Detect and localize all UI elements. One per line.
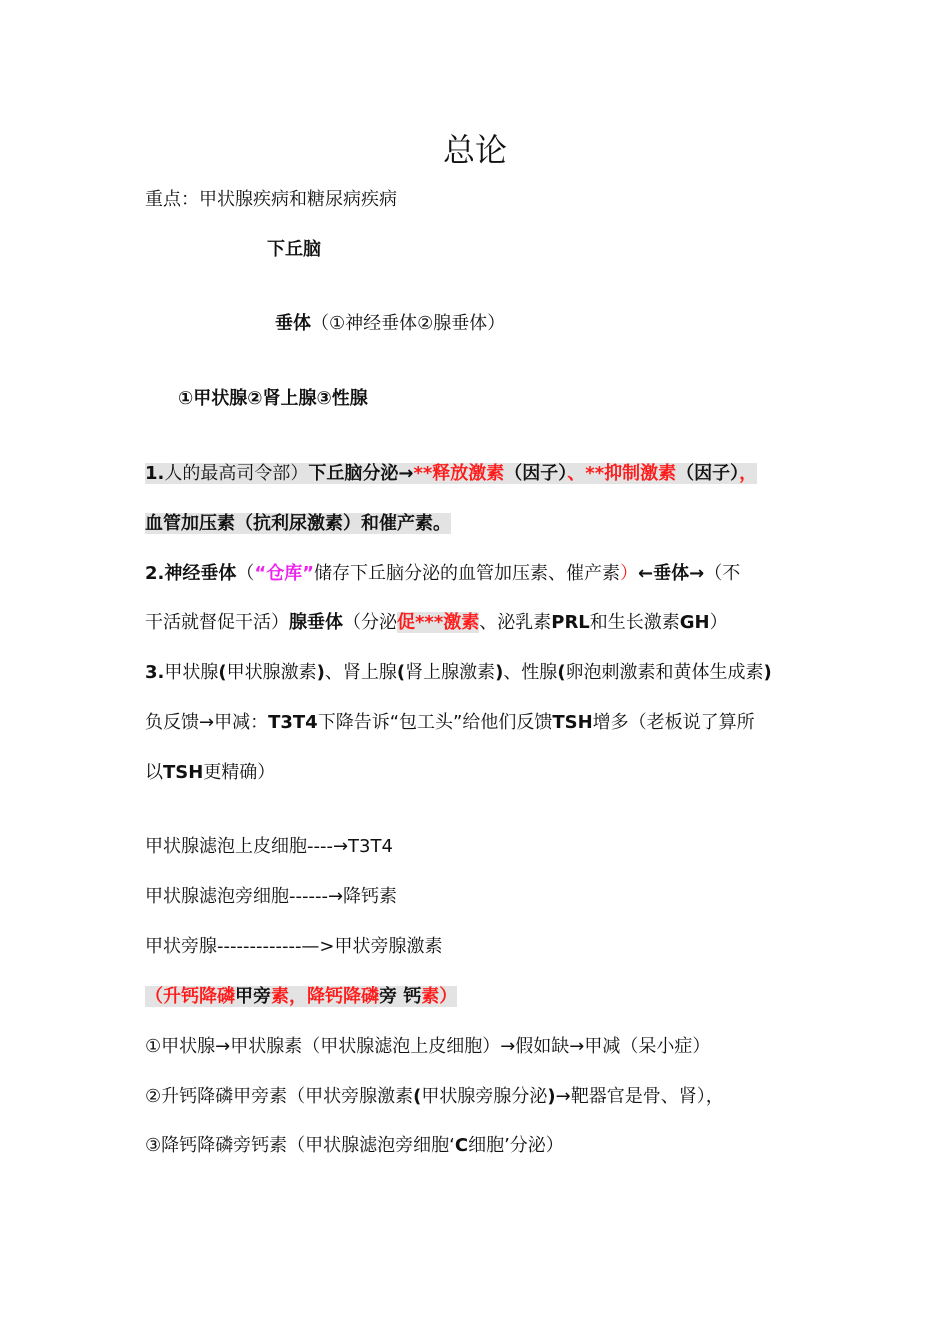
text-span: ) bbox=[763, 662, 772, 683]
text-span: T3T4 bbox=[268, 712, 318, 733]
text-span: ( bbox=[413, 1086, 422, 1107]
text-span: ) bbox=[495, 662, 504, 683]
text-span: →靶器官是骨、肾）， bbox=[555, 1086, 724, 1107]
pituitary-detail: （①神经垂体②腺垂体） bbox=[311, 313, 506, 334]
text-span: TSH bbox=[163, 762, 204, 783]
text-span: TSH bbox=[552, 712, 593, 733]
text-span: 甲旁 bbox=[235, 986, 271, 1007]
paragraph-2-line-1 bbox=[145, 561, 740, 587]
paragraph-4-line-1 bbox=[145, 710, 755, 736]
text-span: 增多（老板说了算所 bbox=[592, 712, 755, 733]
text-span: 和生长激素 bbox=[589, 612, 680, 633]
red-text: 促***激素 bbox=[397, 612, 480, 633]
text-span: 下丘脑分泌→ bbox=[308, 463, 414, 484]
cell-line-1: 甲状腺滤泡上皮细胞----→T3T4 bbox=[145, 836, 393, 857]
cell-line-2: 甲状腺滤泡旁细胞------→降钙素 bbox=[145, 886, 398, 907]
text-span: 肾上腺激素 bbox=[405, 662, 496, 683]
item-1: ①甲状腺→甲状腺素（甲状腺滤泡上皮细胞）→假如缺→甲减（呆小症） bbox=[145, 1036, 711, 1057]
red-text: 素，降钙降磷 bbox=[271, 986, 379, 1007]
text-span: ） bbox=[709, 612, 728, 633]
text-span: （不 bbox=[704, 563, 741, 584]
hierarchy-hypothalamus: 下丘脑 bbox=[267, 239, 321, 260]
item-3 bbox=[145, 1133, 564, 1159]
red-text: ） bbox=[620, 563, 639, 584]
text-span: ←垂体→ bbox=[638, 563, 705, 584]
text-span: 、泌乳素 bbox=[479, 612, 552, 633]
hierarchy-pituitary bbox=[275, 311, 505, 337]
text-span: 腺垂体 bbox=[289, 612, 343, 633]
text-span: 、肾上腺 bbox=[324, 662, 397, 683]
text-span: C bbox=[454, 1135, 469, 1156]
paragraph-4-line-2 bbox=[145, 760, 275, 786]
text-span: 负反馈→甲减： bbox=[145, 712, 269, 733]
text-span: 甲状腺 bbox=[164, 662, 219, 683]
text-span: 甲状腺旁腺分泌 bbox=[421, 1086, 548, 1107]
text-span: 2.神经垂体 bbox=[145, 563, 237, 584]
text-span: （因子） bbox=[504, 463, 568, 484]
text-span: （分泌 bbox=[343, 612, 397, 633]
text-span: ( bbox=[557, 662, 566, 683]
highlight-span bbox=[145, 986, 457, 1007]
highlight-span: 血管加压素（抗利尿激素）和催产素。 bbox=[145, 513, 451, 534]
red-text: 素） bbox=[421, 986, 458, 1007]
text-span: （因子） bbox=[676, 463, 740, 484]
text-span: 更精确） bbox=[203, 762, 276, 783]
text-span: 储存下丘脑分泌的血管加压素、催产素 bbox=[314, 563, 621, 584]
text-span: 旁 钙 bbox=[379, 986, 422, 1007]
red-text: ， bbox=[739, 463, 758, 484]
text-span: ) bbox=[547, 1086, 556, 1107]
text-span: PRL bbox=[551, 612, 590, 633]
key-points: 重点：甲状腺疾病和糖尿病疾病 bbox=[145, 189, 397, 210]
text-span: 细胞’分泌） bbox=[468, 1135, 564, 1156]
text-span: 下降告诉“包工头”给他们反馈 bbox=[317, 712, 553, 733]
paragraph-1-line-2 bbox=[145, 511, 451, 537]
text-span: 以 bbox=[145, 762, 163, 783]
text-span: GH bbox=[679, 612, 710, 633]
highlight-span bbox=[145, 463, 757, 484]
item-2 bbox=[145, 1084, 724, 1110]
text-span: 、性腺 bbox=[503, 662, 558, 683]
paragraph-2-line-2 bbox=[145, 610, 728, 636]
red-text: （升钙降磷 bbox=[145, 986, 235, 1007]
page-title: 总论 bbox=[442, 131, 507, 169]
cell-line-3: 甲状旁腺-------------—>甲状旁腺激素 bbox=[145, 936, 443, 957]
text-span: 3. bbox=[145, 662, 165, 683]
paragraph-1-line-1 bbox=[145, 461, 757, 487]
text-span: 甲状腺激素 bbox=[226, 662, 317, 683]
text-span: 卵泡刺激素和黄体生成素 bbox=[565, 662, 764, 683]
hierarchy-glands: ①甲状腺②肾上腺③性腺 bbox=[178, 388, 368, 409]
text-span: ) bbox=[316, 662, 325, 683]
paragraph-3 bbox=[145, 660, 772, 686]
text-span: （ bbox=[236, 563, 255, 584]
pink-text: “仓库” bbox=[254, 563, 315, 584]
text-span: ( bbox=[218, 662, 227, 683]
red-text: 、**抑制激素 bbox=[567, 463, 677, 484]
mnemonic-line bbox=[145, 984, 457, 1010]
red-text: **释放激素 bbox=[413, 463, 505, 484]
text-span: 人的最高司令部） bbox=[164, 463, 309, 484]
text-span: ②升钙降磷甲旁素（甲状旁腺激素 bbox=[145, 1086, 414, 1107]
text-span: 干活就督促干活） bbox=[145, 612, 289, 633]
para-number: 1. bbox=[145, 463, 165, 484]
text-span: ( bbox=[396, 662, 406, 683]
pituitary-label: 垂体 bbox=[275, 313, 311, 334]
text-span: ③降钙降磷旁钙素（甲状腺滤泡旁细胞‘ bbox=[145, 1135, 455, 1156]
